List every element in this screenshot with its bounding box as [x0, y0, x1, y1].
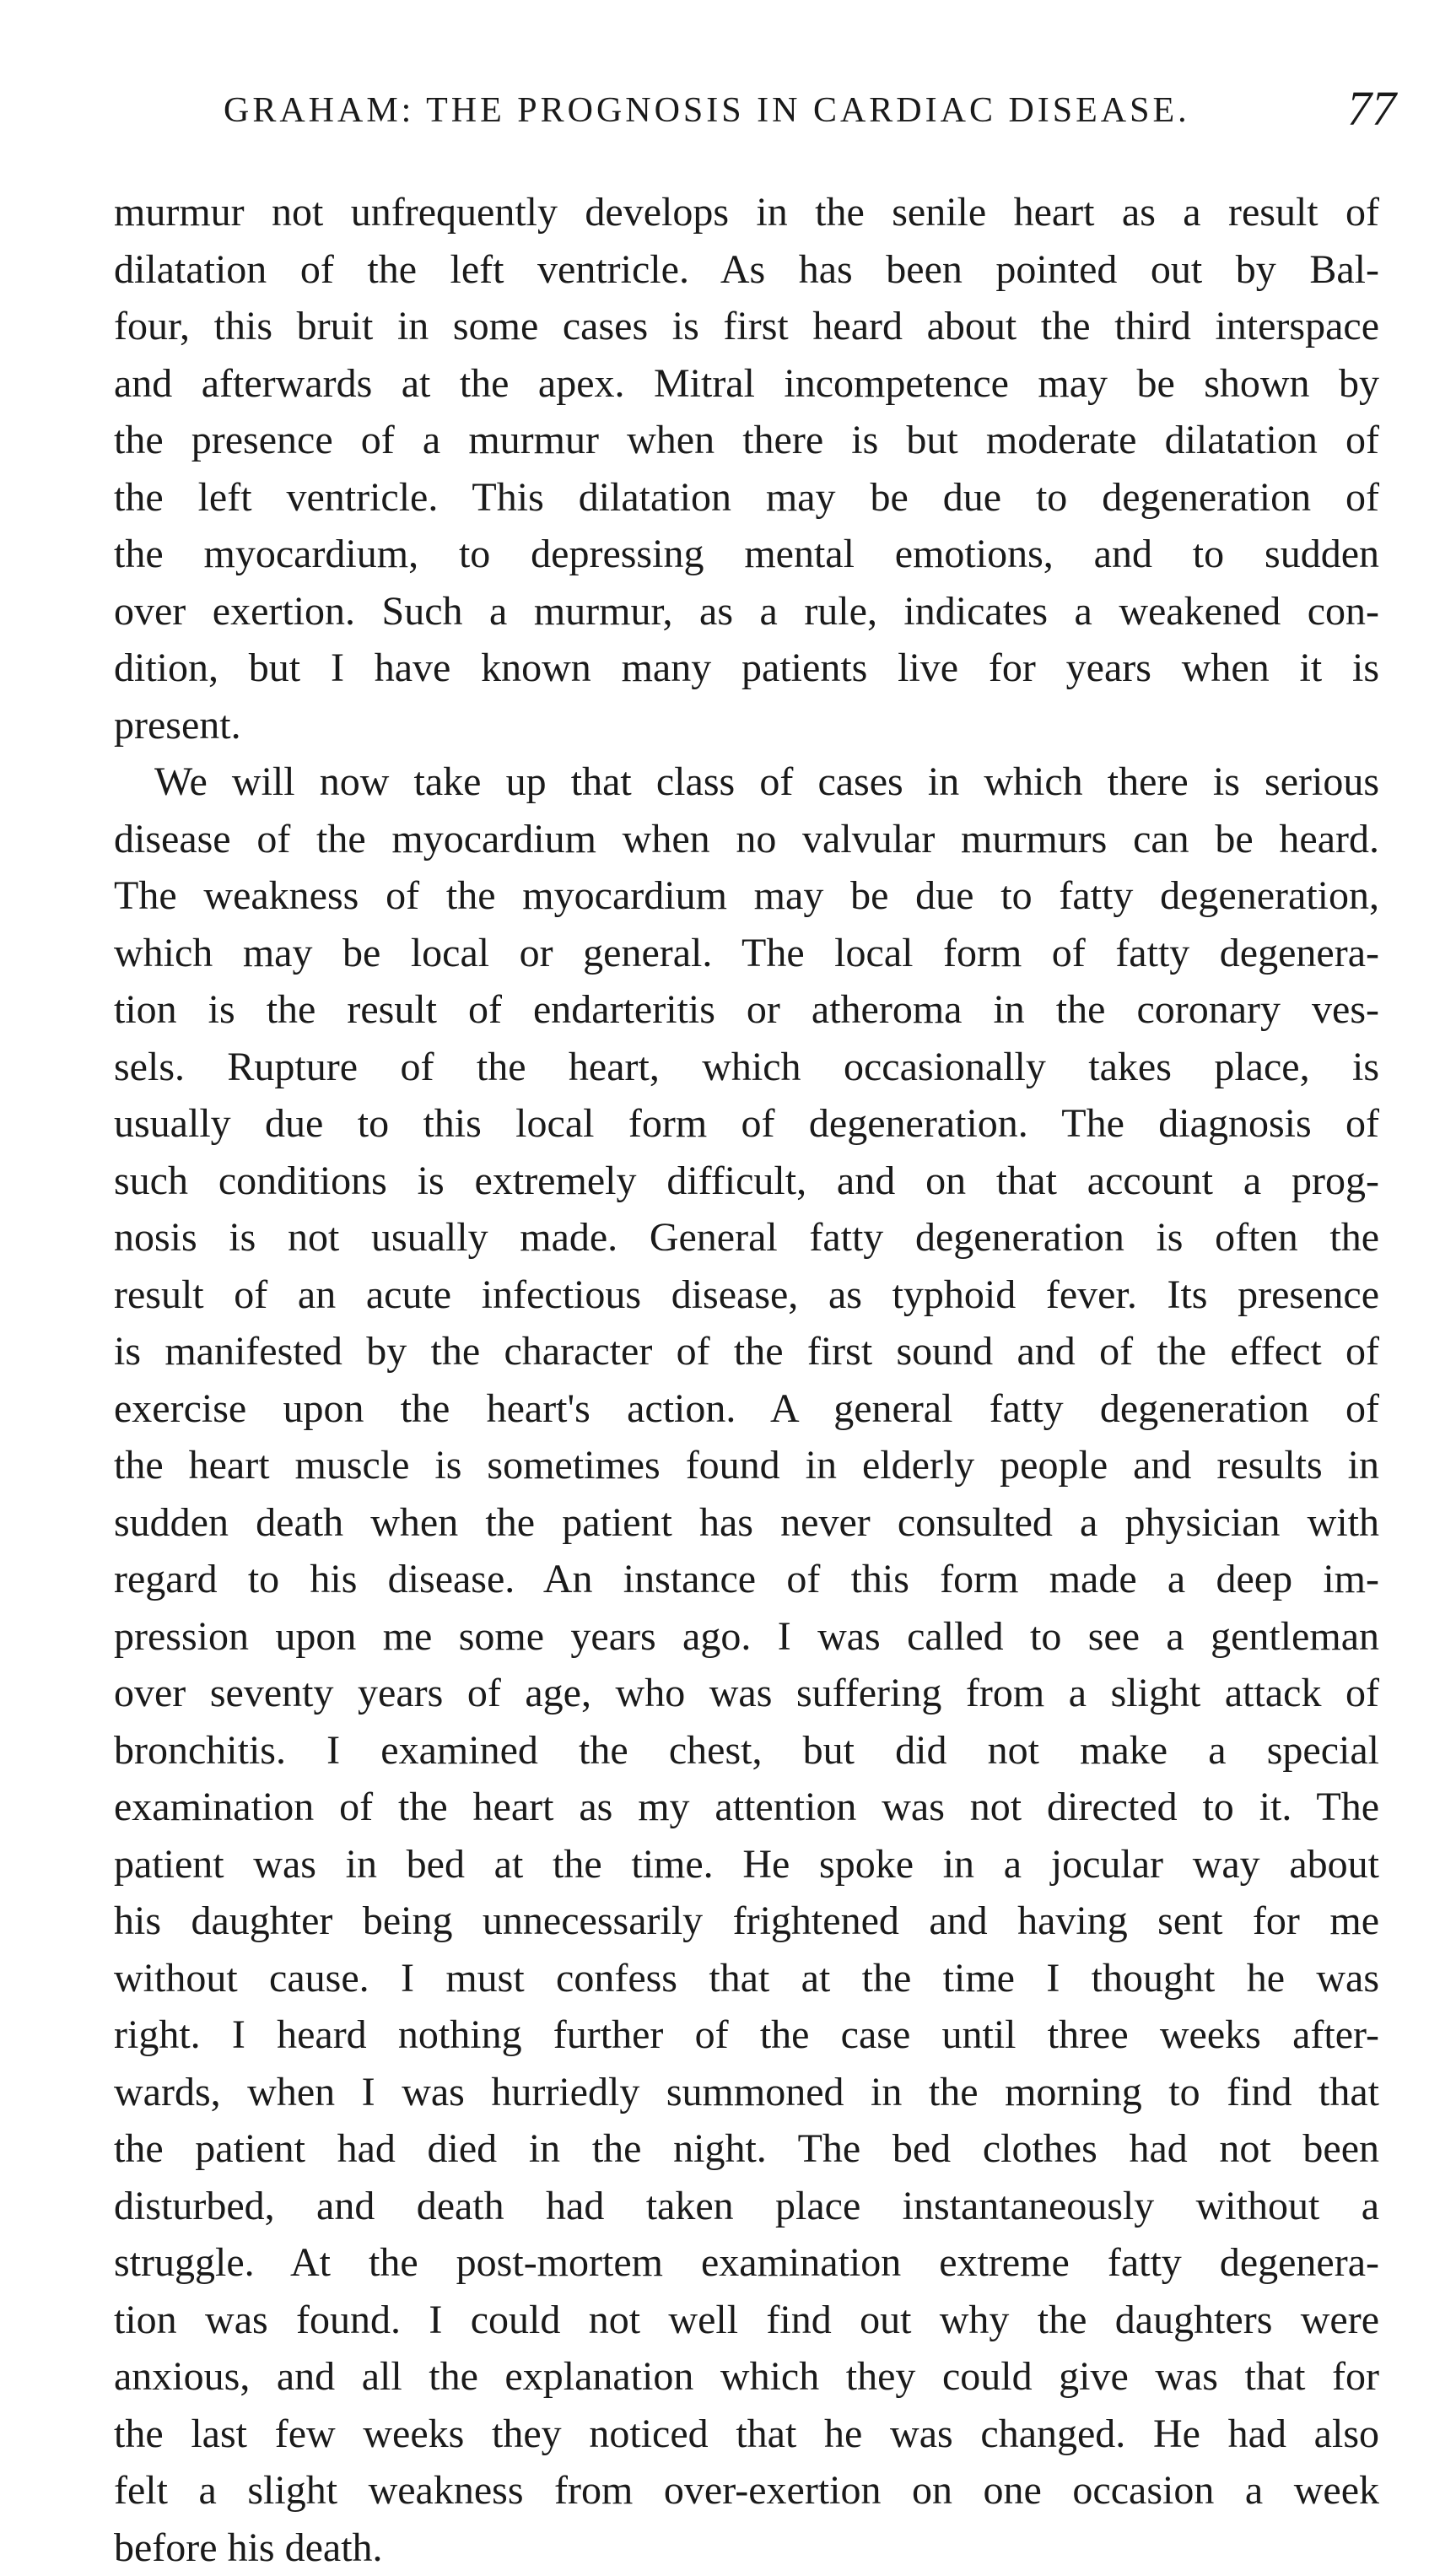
text-line: wards, when I was hurriedly summoned in the morning to find that [114, 2064, 1379, 2121]
paragraph-2 [114, 753, 1379, 2576]
text-line: tion was found. I could not well find out why the daughters were [114, 2292, 1379, 2349]
text-line: disease of the myocardium when no valvular murmurs can be heard. [114, 811, 1379, 868]
text-line: examination of the heart as my attention was not directed to it. The [114, 1779, 1379, 1836]
text-line: which may be local or general. The local form of fatty degenera- [114, 925, 1379, 982]
text-line: sels. Rupture of the heart, which occasionally takes place, is [114, 1039, 1379, 1096]
text-line: pression upon me some years ago. I was called to see a gentleman [114, 1608, 1379, 1666]
text-line: patient was in bed at the time. He spoke in a jocular way about [114, 1836, 1379, 1893]
text-line: exercise upon the heart's action. A general fatty degeneration of [114, 1380, 1379, 1438]
text-line: dition, but I have known many patients live for years when it is [114, 640, 1379, 697]
text-line: nosis is not usually made. General fatty degeneration is often the [114, 1209, 1379, 1266]
text-line: without cause. I must confess that at the time I thought he was [114, 1950, 1379, 2007]
running-header [224, 80, 1396, 141]
text-line: the patient had died in the night. The bed clothes had not been [114, 2120, 1379, 2178]
text-line: is manifested by the character of the first sound and of the effect of [114, 1323, 1379, 1380]
text-line: over seventy years of age, who was suffering from a slight attack of [114, 1665, 1379, 1722]
text-line: felt a slight weakness from over-exertion on one occasion a week [114, 2462, 1379, 2519]
text-line: We will now take up that class of cases in which there is serious [114, 753, 1379, 811]
text-line: bronchitis. I examined the chest, but did not make a special [114, 1722, 1379, 1779]
text-line: disturbed, and death had taken place instantaneously without a [114, 2178, 1379, 2235]
text-line: result of an acute infectious disease, as typhoid fever. Its presence [114, 1266, 1379, 1324]
text-line: sudden death when the patient has never consulted a physician with [114, 1494, 1379, 1552]
text-line: regard to his disease. An instance of this form made a deep im- [114, 1551, 1379, 1608]
text-line: struggle. At the post-mortem examination extreme fatty degenera- [114, 2234, 1379, 2292]
text-line: the myocardium, to depressing mental emotions, and to sudden [114, 526, 1379, 583]
text-line: and afterwards at the apex. Mitral incompetence may be shown by [114, 355, 1379, 413]
text-line: the last few weeks they noticed that he was changed. He had also [114, 2406, 1379, 2463]
paragraph-1 [114, 184, 1379, 753]
text-line: The weakness of the myocardium may be due to fatty degeneration, [114, 867, 1379, 925]
text-line: murmur not unfrequently develops in the senile heart as a result of [114, 184, 1379, 241]
text-line: his daughter being unnecessarily frightened and having sent for me [114, 1893, 1379, 1950]
text-line: the heart muscle is sometimes found in elderly people and results in [114, 1437, 1379, 1494]
body-text [114, 184, 1379, 2576]
text-line: the left ventricle. This dilatation may be due to degeneration of [114, 469, 1379, 527]
text-line: usually due to this local form of degeneration. The diagnosis of [114, 1095, 1379, 1153]
text-line: right. I heard nothing further of the case until three weeks after- [114, 2006, 1379, 2064]
page-number: 77 [1347, 80, 1396, 137]
text-line: four, this bruit in some cases is first heard about the third interspace [114, 298, 1379, 355]
text-line: present. [114, 697, 1379, 754]
text-line: before his death. [114, 2519, 1379, 2576]
running-title: GRAHAM: THE PROGNOSIS IN CARDIAC DISEASE. [224, 90, 1190, 131]
text-line: over exertion. Such a murmur, as a rule, indicates a weakened con- [114, 583, 1379, 640]
text-line: tion is the result of endarteritis or atheroma in the coronary ves- [114, 981, 1379, 1039]
text-line: dilatation of the left ventricle. As has been pointed out by Bal- [114, 241, 1379, 299]
text-line: anxious, and all the explanation which they could give was that for [114, 2348, 1379, 2406]
text-line: such conditions is extremely difficult, and on that account a prog- [114, 1153, 1379, 1210]
text-line: the presence of a murmur when there is but moderate dilatation of [114, 412, 1379, 469]
